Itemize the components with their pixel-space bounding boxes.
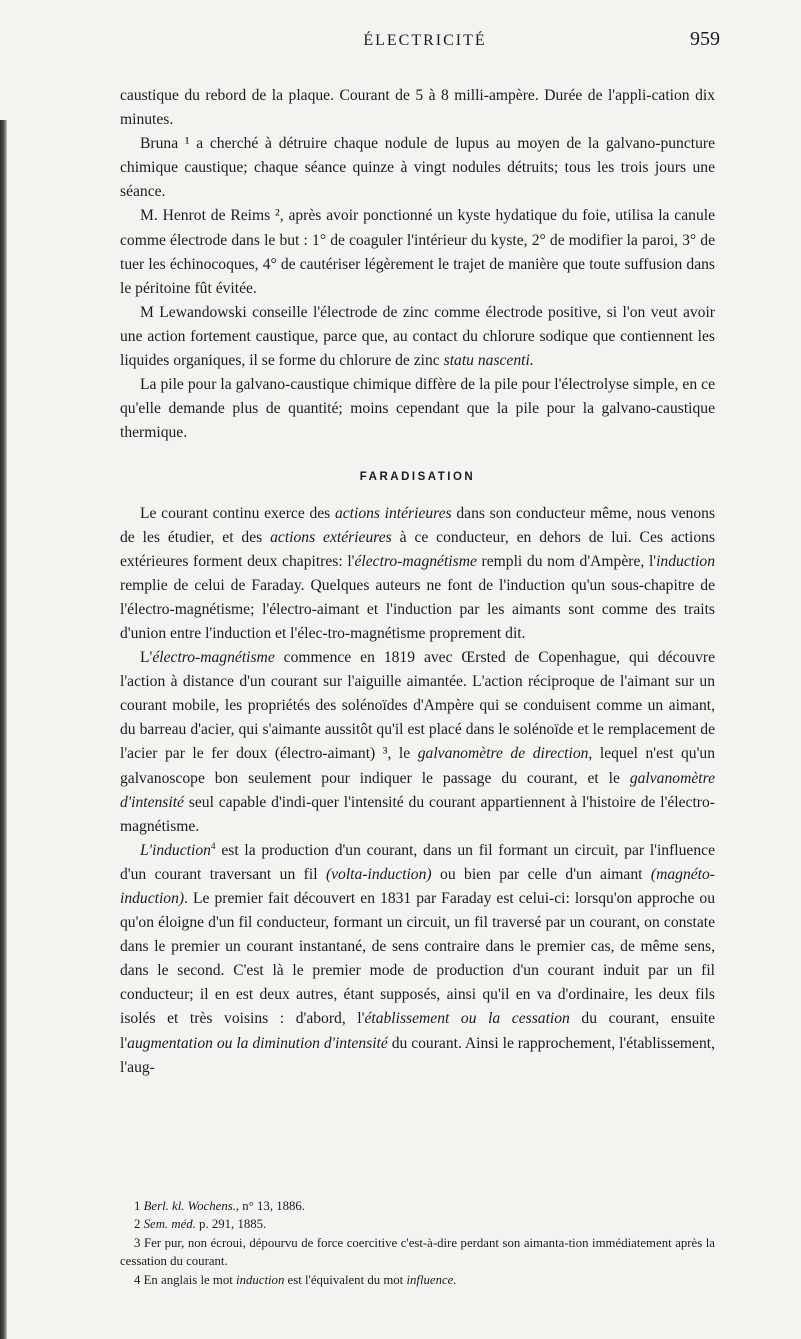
paragraph [120, 301, 715, 373]
section-title: FARADISATION [359, 471, 476, 484]
text-run: du courant. Ainsi le rapprochement, l'établissement, l'aug- [120, 1034, 716, 1076]
italic-text: induction [656, 552, 715, 570]
paragraph: M. Henrot de Reims ², après avoir ponctionné un kyste hydatique du foie, utilisa la canule comme électrode dans le but : 1° de coaguler l'intérieur du kyste, 2° de modifier la paroi, 3° de tuer les échinocoques, 4° de cautériser légèrement le trajet de manière que toute suffusion dans le péritoine fût évitée. [120, 207, 715, 297]
italic-text: galvanomètre d'intensité [120, 769, 715, 811]
text-run: est l'équivalent du mot [284, 1272, 407, 1287]
footnotes [120, 1197, 715, 1289]
italic-text: (magnéto-induction) [120, 865, 715, 907]
text-run: seul capable d'indi-quer l'intensité du courant appartiennent à l'histoire de l'électro-magnétisme. [120, 793, 715, 835]
italic-text: électro-magnétisme [152, 649, 275, 667]
running-header [120, 28, 720, 51]
text-run: 4 En anglais le mot [134, 1272, 237, 1287]
italic-text: L'induction [140, 841, 211, 859]
text-run: M Lewandowski conseille l'électrode de zinc comme électrode positive, si l'on veut avoir une action fortement caustique, parce que, au contact du chlorure sodique que contiennent les liquides organiques, il se forme du chlorure de zinc [120, 303, 715, 370]
text-run: est la production d'un courant, dans un fil formant un circuit, par l'influence d'un courant traversant un fil [120, 841, 715, 883]
footnote-number: 1 [134, 1199, 144, 1213]
paragraph [120, 502, 715, 647]
text-run: commence en 1819 avec Œrsted de Copenhague, qui découvre l'action à distance d'un courant sur l'aiguille aimantée. L'action réciproque de l'aimant sur un courant mobile, les propriétés des solénoïdes d'Ampère qui se conduisent comme un aimant, du barreau d'acier, qui s'aimante aussitôt qu'il est placé dans le solénoïde et le remplacement de l'acier par le fer doux (électro-aimant) ³, le [120, 649, 715, 763]
text-run: dans son conducteur même, nous venons de les étudier, et des [120, 504, 716, 546]
running-title: ÉLECTRICITÉ [363, 32, 487, 49]
paragraph [120, 839, 715, 1080]
footnote-number: 2 [134, 1217, 144, 1232]
italic-text: électro-magnétisme [354, 552, 477, 570]
text-run: , n° 13, 1886. [235, 1199, 306, 1213]
text-run: L' [140, 649, 153, 667]
italic-text: établissement ou la cessation [364, 1010, 570, 1028]
paragraph: La pile pour la galvano-caustique chimique diffère de la pile pour l'électrolyse simple, en ce qu'elle demande plus de quantité; moins cependant que la pile pour la galvano-caustique thermique. [120, 376, 715, 442]
text-run: ou bien par celle d'un aimant [431, 865, 651, 883]
footnote [120, 1271, 715, 1289]
italic-text: augmentation ou la diminution d'intensité [127, 1034, 388, 1052]
paragraph: Bruna ¹ a cherché à détruire chaque nodule de lupus au moyen de la galvano-puncture chimique caustique; chaque séance quinze à vingt nodules détruits; tous les trois jours une séance. [120, 135, 715, 201]
footnote-ref: 4 [210, 841, 216, 852]
italic-text: Sem. méd. [143, 1217, 196, 1232]
text-run: p. 291, 1885. [195, 1217, 267, 1232]
italic-text: influence. [406, 1272, 457, 1287]
footnote: 3 Fer pur, non écroui, dépourvu de force coercitive c'est-à-dire perdant son aimanta-tion immédiatement après la cessation du courant. [120, 1235, 715, 1269]
text-run: à ce conducteur, en dehors de lui. Ces actions extérieures forment deux chapitres: l' [120, 528, 716, 570]
paragraph: caustique du rebord de la plaque. Courant de 5 à 8 milli-ampère. Durée de l'appli-cation dix minutes. [120, 87, 715, 129]
italic-text: actions intérieures [334, 504, 452, 522]
text-run: rempli du nom d'Ampère, l' [476, 552, 657, 570]
page-binding-edge [0, 120, 7, 1339]
italic-text: induction [236, 1272, 285, 1287]
main-text [120, 84, 715, 1080]
italic-text: Berl. kl. Wochens. [143, 1199, 236, 1213]
text-run: . Le premier fait découvert en 1831 par Faraday est celui-ci: lorsqu'on approche ou qu'on éloigne d'un fil conducteur, formant un circuit, un fil traversé par un courant, on constate dans le premier un courant instantané, de sens contraire dans le premier cas, de même sens, dans le second. C'est là le premier mode de production d'un courant induit par un fil conducteur; il en est deux autres, étant supposés, ainsi qu'il en va d'ordinaire, les deux fils isolés et très voisins : d'abord, l' [120, 890, 715, 1028]
italic-text: galvanomètre de direction [417, 745, 589, 763]
paragraph [120, 646, 715, 839]
text-run: du courant, ensuite l' [120, 1010, 716, 1052]
italic-text: statu nascenti. [443, 352, 534, 370]
page-number: 959 [690, 28, 720, 50]
footnote [120, 1197, 715, 1215]
text-run: remplie de celui de Faraday. Quelques auteurs ne font de l'induction qu'un sous-chapitre de l'électro-magnétisme; l'électro-aimant et l'induction par les aimants sont comme des traits d'union entre l'induction et l'élec-tro-magnétisme proprement dit. [120, 576, 715, 642]
text-run: , lequel n'est qu'un galvanoscope bon seulement pour indiquer le passage du courant, et le [120, 745, 715, 787]
italic-text: actions extérieures [270, 528, 392, 546]
italic-text: (volta-induction) [325, 865, 432, 883]
text-run: Le courant continu exerce des [140, 504, 335, 522]
footnote [120, 1215, 715, 1233]
